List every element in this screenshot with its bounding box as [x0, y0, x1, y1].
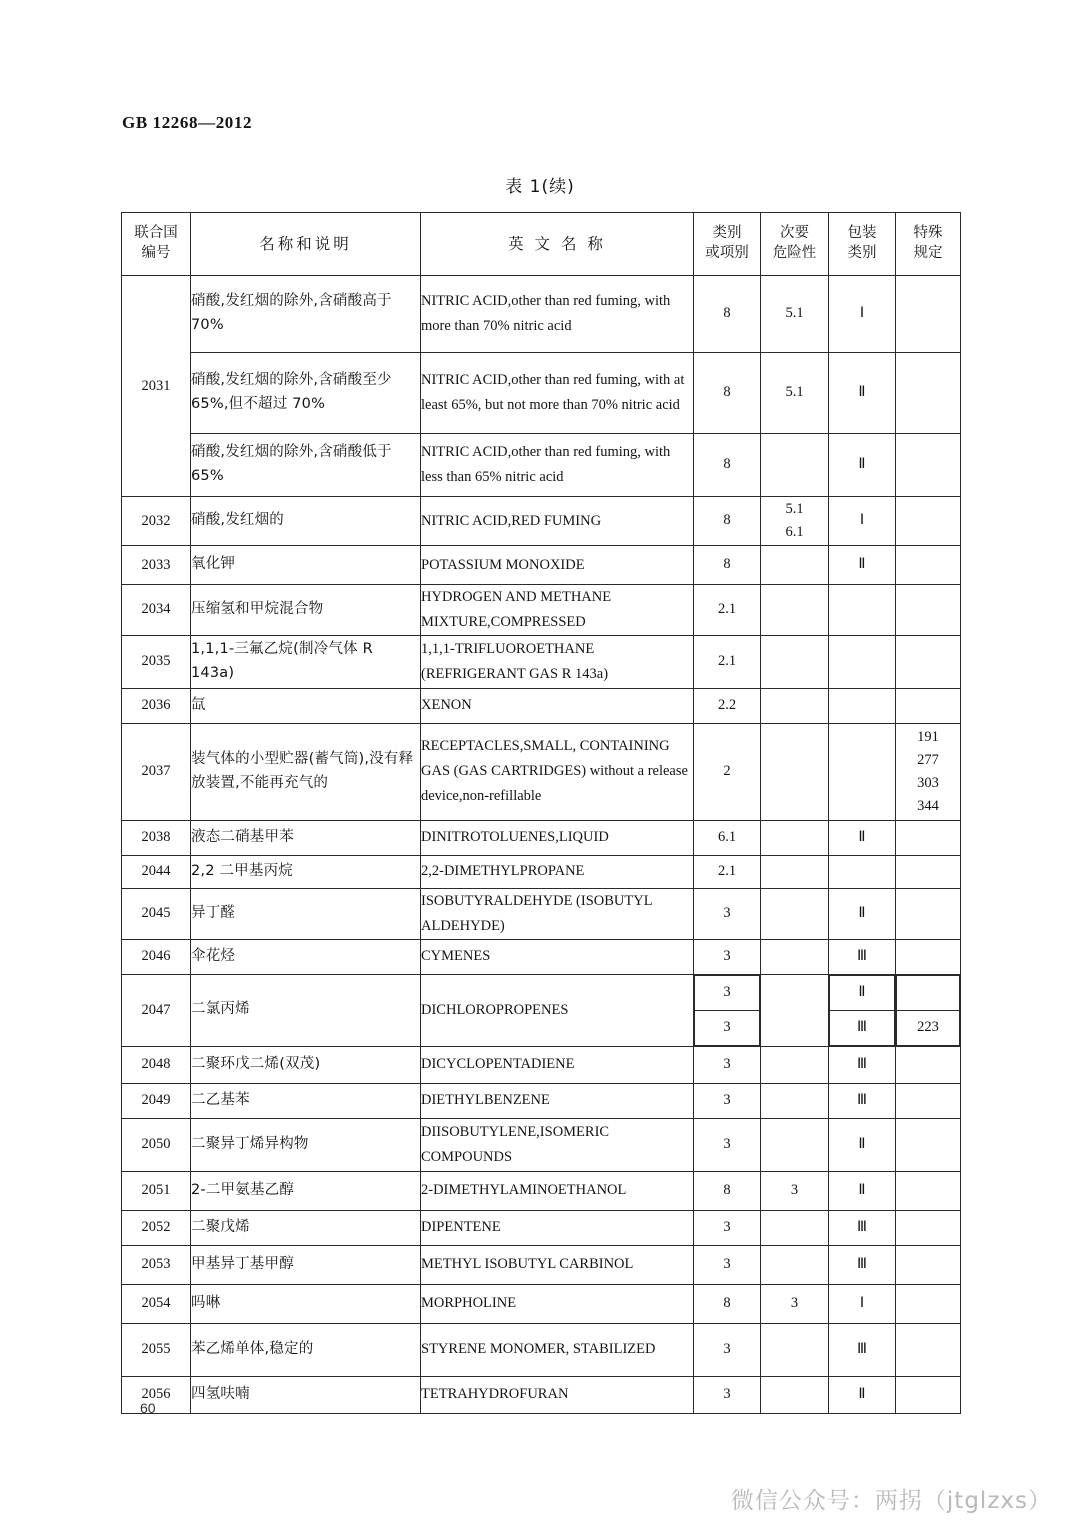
cell-special-provisions [896, 1046, 961, 1083]
table-row [122, 1376, 961, 1413]
packing-split-table [829, 975, 895, 1046]
cell-packing-group: Ⅲ [829, 1210, 896, 1245]
cell-class: 8 [694, 353, 761, 434]
cell-packing-group: Ⅱ [829, 1376, 896, 1413]
cell-english-name: 2-DIMETHYLAMINOETHANOL [421, 1171, 694, 1210]
cell-chinese-name: 氧化钾 [191, 546, 421, 585]
cell-packing-group: Ⅱ [829, 434, 896, 497]
table-row [122, 820, 961, 855]
cell-class-split [694, 974, 761, 1046]
cell-chinese-name: 甲基异丁基甲醇 [191, 1245, 421, 1284]
cell-un-number: 2037 [122, 723, 191, 820]
cell-class: 8 [694, 497, 761, 546]
cell-un-number: 2047 [122, 974, 191, 1046]
cell-packing-group: Ⅲ [829, 1083, 896, 1118]
cell-english-name: STYRENE MONOMER, STABILIZED [421, 1323, 694, 1376]
header-un-number [122, 213, 191, 276]
cell-chinese-name: 硝酸,发红烟的除外,含硝酸高于 70% [191, 276, 421, 353]
cell-chinese-name: 伞花烃 [191, 939, 421, 974]
cell-packing-group [829, 723, 896, 820]
cell-subsidiary-risk [761, 820, 829, 855]
cell-special-b: 223 [897, 1010, 960, 1045]
cell-un-number: 2034 [122, 585, 191, 636]
cell-subsidiary-risk [761, 888, 829, 939]
cell-english-name: DIETHYLBENZENE [421, 1083, 694, 1118]
table-row [122, 353, 961, 434]
cell-un-number: 2055 [122, 1323, 191, 1376]
table-row [122, 855, 961, 888]
table-row [122, 276, 961, 353]
cell-un-number: 2056 [122, 1376, 191, 1413]
cell-chinese-name: 液态二硝基甲苯 [191, 820, 421, 855]
table-row [122, 546, 961, 585]
cell-class: 8 [694, 434, 761, 497]
cell-class: 3 [694, 888, 761, 939]
cell-chinese-name: 二聚异丁烯异构物 [191, 1118, 421, 1171]
cell-packing-group: Ⅱ [829, 353, 896, 434]
cell-class: 6.1 [694, 820, 761, 855]
cell-special-provisions [896, 1284, 961, 1323]
cell-english-name: DICYCLOPENTADIENE [421, 1046, 694, 1083]
class-split-table [694, 975, 760, 1046]
cell-chinese-name: 1,1,1-三氟乙烷(制冷气体 R 143a) [191, 635, 421, 688]
table-row [122, 1284, 961, 1323]
cell-packing-group: Ⅱ [829, 1171, 896, 1210]
cell-special-provisions [896, 688, 961, 723]
header-packing-line1: 包装 [847, 225, 877, 242]
cell-un-number: 2038 [122, 820, 191, 855]
header-class-line1: 类别 [712, 225, 742, 242]
cell-chinese-name: 吗啉 [191, 1284, 421, 1323]
cell-chinese-name: 二聚戊烯 [191, 1210, 421, 1245]
table-row [122, 1245, 961, 1284]
cell-english-name: MORPHOLINE [421, 1284, 694, 1323]
cell-packing-group: Ⅱ [829, 888, 896, 939]
cell-un-number: 2045 [122, 888, 191, 939]
table-row [122, 585, 961, 636]
header-class-line2: 或项别 [705, 245, 749, 261]
cell-subsidiary-risk [761, 1245, 829, 1284]
cell-chinese-name: 四氢呋喃 [191, 1376, 421, 1413]
cell-special-provisions [896, 434, 961, 497]
cell-class: 3 [694, 1210, 761, 1245]
cell-english-name: HYDROGEN AND METHANE MIXTURE,COMPRESSED [421, 585, 694, 636]
cell-special-provisions [896, 939, 961, 974]
cell-un-number: 2036 [122, 688, 191, 723]
cell-english-name: 2,2-DIMETHYLPROPANE [421, 855, 694, 888]
header-subsidiary-line2: 危险性 [772, 245, 817, 261]
cell-class-a: 3 [695, 975, 760, 1010]
special-provision-line3: 303 [917, 774, 939, 791]
cell-english-name: ISOBUTYRALDEHYDE (ISOBUTYL ALDEHYDE) [421, 888, 694, 939]
standard-code: GB 12268—2012 [122, 113, 253, 132]
cell-subsidiary-risk: 5.1 [761, 276, 829, 353]
cell-chinese-name: 压缩氢和甲烷混合物 [191, 585, 421, 636]
cell-chinese-name: 二乙基苯 [191, 1083, 421, 1118]
table-header [122, 213, 961, 276]
cell-special-provisions [896, 1171, 961, 1210]
cell-un-number: 2033 [122, 546, 191, 585]
cell-class: 3 [694, 1376, 761, 1413]
special-provision-line4: 344 [917, 798, 939, 815]
cell-un-number: 2035 [122, 635, 191, 688]
cell-chinese-name: 硝酸,发红烟的除外,含硝酸至少 65%,但不超过 70% [191, 353, 421, 434]
cell-class: 2.1 [694, 635, 761, 688]
cell-class: 3 [694, 1083, 761, 1118]
cell-packing-group [829, 585, 896, 636]
cell-special-provisions [896, 1210, 961, 1245]
table-row [122, 1323, 961, 1376]
cell-un-number: 2051 [122, 1171, 191, 1210]
cell-class: 3 [694, 1323, 761, 1376]
cell-un-number: 2049 [122, 1083, 191, 1118]
dangerous-goods-table-wrapper [121, 212, 960, 1414]
cell-english-name: DINITROTOLUENES,LIQUID [421, 820, 694, 855]
header-un-number-line1: 联合国 [134, 225, 178, 242]
cell-english-name: TETRAHYDROFURAN [421, 1376, 694, 1413]
cell-special-provisions [896, 585, 961, 636]
cell-un-number: 2053 [122, 1245, 191, 1284]
cell-english-name: RECEPTACLES,SMALL, CONTAINING GAS (GAS CARTRIDGES) without a release device,non-refillable [421, 723, 694, 820]
cell-class: 2.2 [694, 688, 761, 723]
header-un-number-line2: 编号 [141, 245, 171, 261]
cell-special-provisions [896, 1323, 961, 1376]
cell-english-name: POTASSIUM MONOXIDE [421, 546, 694, 585]
table-body [122, 276, 961, 1414]
header-subsidiary-risk [761, 213, 829, 276]
cell-special-provisions [896, 1083, 961, 1118]
table-row [122, 1046, 961, 1083]
cell-packing-group: Ⅲ [829, 939, 896, 974]
cell-chinese-name: 2-二甲氨基乙醇 [191, 1171, 421, 1210]
cell-packing-group: Ⅲ [829, 1245, 896, 1284]
cell-class: 8 [694, 1171, 761, 1210]
cell-english-name: NITRIC ACID,RED FUMING [421, 497, 694, 546]
cell-special-provisions [896, 635, 961, 688]
subsidiary-risk-line1: 5.1 [785, 500, 804, 517]
cell-class: 2.1 [694, 855, 761, 888]
cell-special-provisions [896, 353, 961, 434]
cell-special-provisions [896, 276, 961, 353]
cell-un-number: 2048 [122, 1046, 191, 1083]
cell-subsidiary-risk [761, 939, 829, 974]
cell-special-provisions [896, 1376, 961, 1413]
special-provision-line2: 277 [917, 751, 939, 768]
table-row [122, 888, 961, 939]
cell-class: 8 [694, 1284, 761, 1323]
dangerous-goods-table [121, 212, 961, 1414]
cell-packing-group [829, 855, 896, 888]
cell-subsidiary-risk [761, 1323, 829, 1376]
table-caption: 表 1(续) [505, 177, 575, 197]
cell-subsidiary-risk: 3 [761, 1171, 829, 1210]
cell-special-provisions [896, 497, 961, 546]
table-row [122, 1210, 961, 1245]
cell-chinese-name: 苯乙烯单体,稳定的 [191, 1323, 421, 1376]
cell-special-provisions [896, 546, 961, 585]
cell-english-name: DIISOBUTYLENE,ISOMERIC COMPOUNDS [421, 1118, 694, 1171]
cell-packing-split [829, 974, 896, 1046]
cell-subsidiary-risk: 3 [761, 1284, 829, 1323]
cell-class: 8 [694, 546, 761, 585]
cell-class-b: 3 [695, 1010, 760, 1045]
cell-subsidiary-risk [761, 546, 829, 585]
cell-un-number: 2052 [122, 1210, 191, 1245]
cell-class: 3 [694, 939, 761, 974]
table-row [122, 1083, 961, 1118]
cell-packing-group: Ⅱ [829, 1118, 896, 1171]
cell-subsidiary-risk [761, 723, 829, 820]
cell-english-name: NITRIC ACID,other than red fuming, with more than 70% nitric acid [421, 276, 694, 353]
cell-chinese-name: 装气体的小型贮器(蓄气筒),没有释放装置,不能再充气的 [191, 723, 421, 820]
cell-special-provisions [896, 1118, 961, 1171]
cell-class: 3 [694, 1046, 761, 1083]
table-row [122, 635, 961, 688]
cell-chinese-name: 二聚环戊二烯(双茂) [191, 1046, 421, 1083]
cell-english-name: METHYL ISOBUTYL CARBINOL [421, 1245, 694, 1284]
cell-packing-b: Ⅲ [830, 1010, 895, 1045]
header-packing-line2: 类别 [847, 245, 877, 261]
cell-class: 2 [694, 723, 761, 820]
cell-subsidiary-risk [761, 434, 829, 497]
cell-class: 2.1 [694, 585, 761, 636]
cell-packing-group: Ⅱ [829, 820, 896, 855]
cell-class: 3 [694, 1245, 761, 1284]
cell-english-name: XENON [421, 688, 694, 723]
cell-un-number: 2054 [122, 1284, 191, 1323]
header-english-name: 英 文 名 称 [421, 213, 694, 276]
special-provision-line1: 191 [917, 728, 939, 745]
cell-packing-group: Ⅲ [829, 1323, 896, 1376]
cell-packing-group [829, 688, 896, 723]
cell-subsidiary-risk [761, 1046, 829, 1083]
cell-english-name: NITRIC ACID,other than red fuming, with less than 65% nitric acid [421, 434, 694, 497]
header-subsidiary-line1: 次要 [780, 225, 809, 242]
header-special-line1: 特殊 [913, 225, 943, 242]
cell-chinese-name: 二氯丙烯 [191, 974, 421, 1046]
table-row [122, 723, 961, 820]
cell-class: 3 [694, 1118, 761, 1171]
cell-subsidiary-risk [761, 1118, 829, 1171]
table-row [122, 939, 961, 974]
cell-special-provisions [896, 888, 961, 939]
cell-chinese-name: 硝酸,发红烟的 [191, 497, 421, 546]
cell-packing-group [829, 635, 896, 688]
cell-subsidiary-risk [761, 585, 829, 636]
cell-class: 8 [694, 276, 761, 353]
cell-chinese-name: 2,2 二甲基丙烷 [191, 855, 421, 888]
cell-subsidiary-risk [761, 1210, 829, 1245]
cell-un-number: 2050 [122, 1118, 191, 1171]
cell-english-name: 1,1,1-TRIFLUOROETHANE (REFRIGERANT GAS R 143a) [421, 635, 694, 688]
cell-packing-a: Ⅱ [830, 975, 895, 1010]
header-special-provisions [896, 213, 961, 276]
cell-subsidiary-risk [761, 1376, 829, 1413]
cell-subsidiary-risk [761, 855, 829, 888]
table-row [122, 974, 961, 1046]
cell-english-name: NITRIC ACID,other than red fuming, with at least 65%, but not more than 70% nitric acid [421, 353, 694, 434]
cell-packing-group: Ⅰ [829, 1284, 896, 1323]
cell-english-name: CYMENES [421, 939, 694, 974]
cell-un-number: 2031 [122, 276, 191, 497]
cell-special-split [896, 974, 961, 1046]
cell-special-provisions [896, 820, 961, 855]
table-row [122, 1171, 961, 1210]
cell-un-number: 2044 [122, 855, 191, 888]
subsidiary-risk-line2: 6.1 [785, 524, 804, 540]
cell-english-name: DICHLOROPROPENES [421, 974, 694, 1046]
header-special-line2: 规定 [913, 245, 943, 261]
cell-subsidiary-risk [761, 497, 829, 546]
table-row [122, 434, 961, 497]
cell-chinese-name: 异丁醛 [191, 888, 421, 939]
cell-special-a [897, 975, 960, 1010]
cell-subsidiary-risk [761, 1083, 829, 1118]
special-split-table [896, 975, 960, 1046]
header-row [122, 213, 961, 276]
cell-subsidiary-risk [761, 974, 829, 1046]
cell-packing-group: Ⅰ [829, 276, 896, 353]
cell-special-provisions [896, 723, 961, 820]
cell-special-provisions [896, 1245, 961, 1284]
cell-un-number: 2046 [122, 939, 191, 974]
cell-chinese-name: 硝酸,发红烟的除外,含硝酸低于 65% [191, 434, 421, 497]
header-class [694, 213, 761, 276]
cell-packing-group: Ⅰ [829, 497, 896, 546]
watermark: 微信公众号：两拐（jtglzxs） [730, 1488, 1052, 1514]
cell-un-number: 2032 [122, 497, 191, 546]
header-chinese-name: 名称和说明 [191, 213, 421, 276]
cell-packing-group: Ⅱ [829, 546, 896, 585]
table-row [122, 497, 961, 546]
cell-packing-group: Ⅲ [829, 1046, 896, 1083]
cell-chinese-name: 氙 [191, 688, 421, 723]
page-number: 60 [140, 1400, 156, 1416]
cell-special-provisions [896, 855, 961, 888]
header-packing-group [829, 213, 896, 276]
table-row [122, 688, 961, 723]
cell-subsidiary-risk [761, 688, 829, 723]
cell-subsidiary-risk: 5.1 [761, 353, 829, 434]
cell-english-name: DIPENTENE [421, 1210, 694, 1245]
cell-subsidiary-risk [761, 635, 829, 688]
table-row [122, 1118, 961, 1171]
